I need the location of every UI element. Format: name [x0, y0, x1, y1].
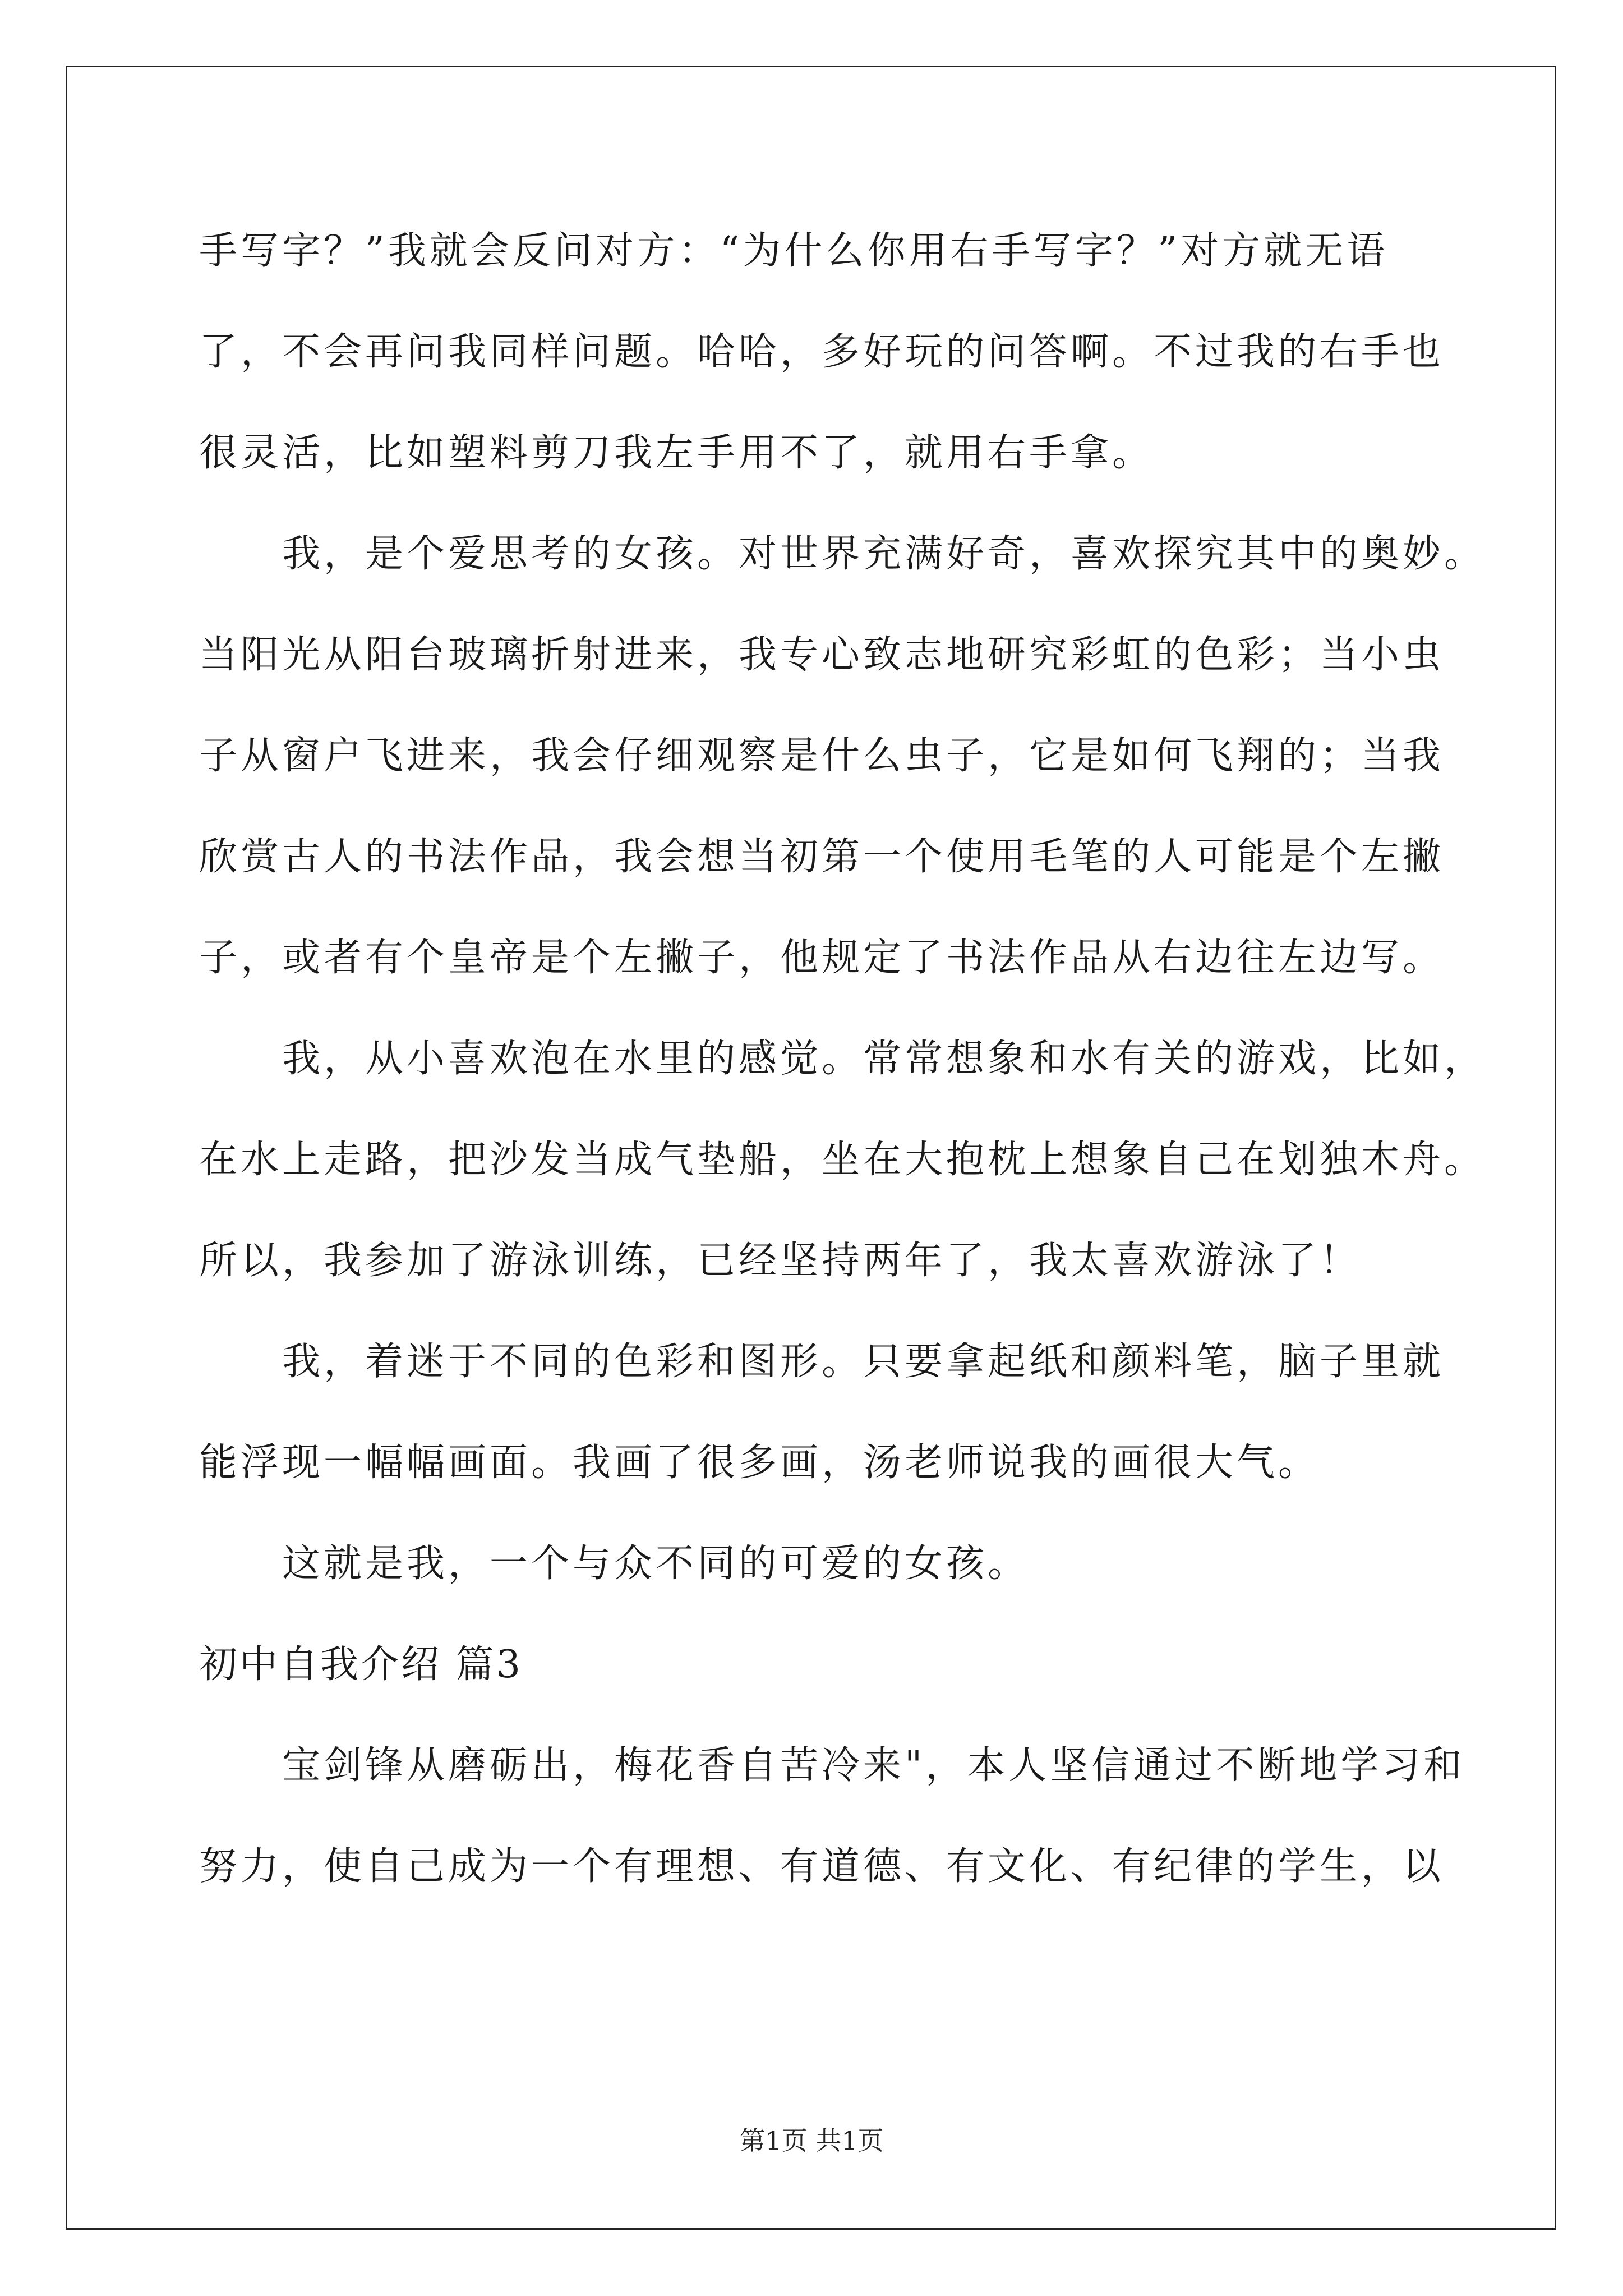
text-line: 当阳光从阳台玻璃折射进来，我专心致志地研究彩虹的色彩；当小虫: [199, 633, 1445, 677]
text-line: 子从窗户飞进来，我会仔细观察是什么虫子，它是如何飞翔的；当我: [199, 734, 1445, 778]
text-line: 了，不会再问我同样问题。哈哈，多好玩的问答啊。不过我的右手也: [199, 330, 1445, 374]
text-line: 努力，使自己成为一个有理想、有道德、有文化、有纪律的学生，以: [199, 1844, 1445, 1889]
text-line: 手写字？”我就会反问对方：“为什么你用右手写字？”对方就无语: [199, 229, 1389, 273]
paragraph-first-line: 我，从小喜欢泡在水里的感觉。常常想象和水有关的游戏，比如，: [282, 1037, 1486, 1081]
text-line: 在水上走路，把沙发当成气垫船，坐在大抱枕上想象自己在划独木舟。: [199, 1138, 1486, 1182]
paragraph-first-line: 我，着迷于不同的色彩和图形。只要拿起纸和颜料笔，脑子里就: [282, 1340, 1445, 1384]
paragraph-first-line: 我，是个爱思考的女孩。对世界充满好奇，喜欢探究其中的奥妙。: [282, 532, 1486, 576]
text-line: 很灵活，比如塑料剪刀我左手用不了，就用右手拿。: [199, 431, 1154, 475]
text-line: 能浮现一幅幅画面。我画了很多画，汤老师说我的画很大气。: [199, 1441, 1320, 1485]
paragraph-first-line: 这就是我，一个与众不同的可爱的女孩。: [282, 1542, 1030, 1586]
text-line: 子，或者有个皇帝是个左撇子，他规定了书法作品从右边往左边写。: [199, 936, 1445, 980]
text-line: 所以，我参加了游泳训练，已经坚持两年了，我太喜欢游泳了！: [199, 1239, 1362, 1283]
text-line: 欣赏古人的书法作品，我会想当初第一个使用毛笔的人可能是个左撇: [199, 835, 1445, 879]
paragraph-first-line: 宝剑锋从磨砺出，梅花香自苦冷来"，本人坚信通过不断地学习和: [282, 1743, 1465, 1788]
page-number: 第1页 共1页: [739, 2125, 884, 2156]
section-heading: 初中自我介绍 篇3: [199, 1642, 523, 1687]
